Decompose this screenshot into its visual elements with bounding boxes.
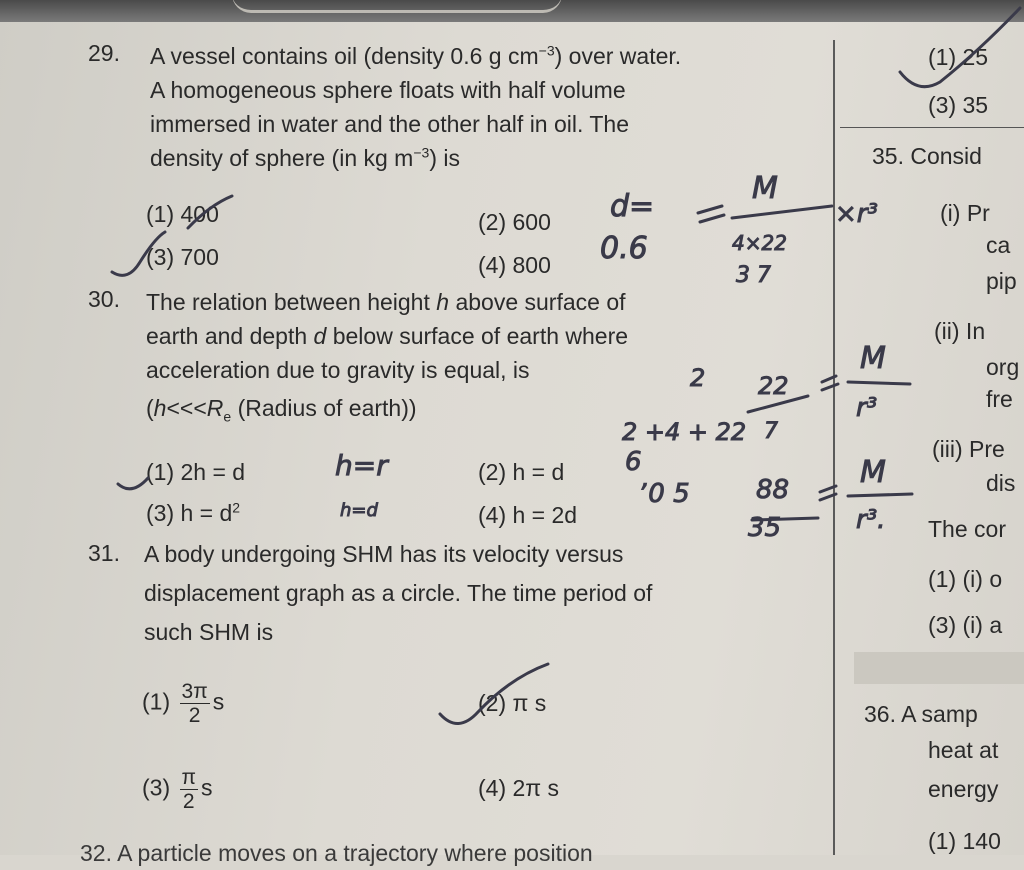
q29-option-1: (1) 400 xyxy=(146,201,219,227)
q30-option-3: (3) $h = d^2$ xyxy=(146,499,241,526)
q35-statement: The cor xyxy=(928,516,1006,542)
q29-number: 29. xyxy=(88,40,120,66)
q30-line-1: The relation between height h above surface of xyxy=(146,289,626,315)
q35-iii: (iii) Pre xyxy=(932,436,1005,462)
tick-mark-q31 xyxy=(440,664,548,724)
hand-M-1: M xyxy=(752,171,778,206)
hand-22: 22 xyxy=(758,372,789,400)
hand-d: d= xyxy=(610,189,655,224)
right-opt-1: (1) 25 xyxy=(928,44,989,70)
hand-r3-1: ×r³ xyxy=(835,199,878,229)
hand-3-7: 3 7 xyxy=(736,263,771,288)
q35-ii-2: org xyxy=(986,354,1020,380)
right-opt-3: (3) 35 xyxy=(928,92,989,118)
hand-work-1: 2 +4 + 22 xyxy=(622,418,747,446)
hand-7: 7 xyxy=(764,419,778,444)
tick-mark-q29 xyxy=(112,232,165,275)
hand-88: 88 xyxy=(756,475,790,505)
q30-number: 30. xyxy=(88,286,120,312)
hand-2: 2 xyxy=(690,364,706,392)
q35-iii-2: dis xyxy=(986,470,1016,496)
tick-mark-right xyxy=(900,8,1020,87)
hand-h-r: h=r xyxy=(335,449,388,482)
q36-header: 36. A samp xyxy=(864,701,978,727)
hand-h-d: h=d xyxy=(340,500,378,521)
q35-i: (i) Pr xyxy=(940,200,990,226)
q29-line-3: immersed in water and the other half in oil. The xyxy=(150,111,629,137)
slash-q29-option xyxy=(188,196,232,228)
q31-option-1: (1) $\frac{3\pi}{2}$ s xyxy=(142,680,225,727)
q29-line-4: density of sphere (in kg $m^{-3}$) is xyxy=(150,144,460,171)
hand-35: 35 xyxy=(748,513,782,543)
hand-M-3: M xyxy=(860,455,886,490)
q30-option-2: (2) h = d xyxy=(478,459,565,485)
q30-option-4: (4) h = 2d xyxy=(478,502,578,528)
q31-option-4: (4) 2π s xyxy=(478,775,560,801)
q29-line-1: A vessel contains oil (density 0.6 g $cm^{-3}$) over water. xyxy=(150,42,682,69)
q31-line-3: such SHM is xyxy=(144,619,274,645)
q31-option-3: (3) $\frac{\pi}{2}$ s xyxy=(142,766,213,813)
q29-line-2: A homogeneous sphere floats with half volume xyxy=(150,77,626,103)
q30-line-3: acceleration due to gravity is equal, is xyxy=(146,357,530,383)
tick-mark-q30 xyxy=(118,478,148,489)
q32-cutoff-text: 32. A particle moves on a trajectory where position xyxy=(80,840,593,866)
q29-option-4: (4) 800 xyxy=(478,252,551,278)
q35-i-3: pip xyxy=(986,268,1017,294)
q29-option-2: (2) 600 xyxy=(478,209,551,235)
q30-option-1: (1) 2h = d xyxy=(146,459,246,485)
q30-line-4: ($h<<<R_e$ (Radius of earth)) xyxy=(146,395,417,425)
q31-number: 31. xyxy=(88,540,120,566)
hand-M-2: M xyxy=(860,341,886,376)
q31-option-2: (2) π s xyxy=(478,690,547,716)
q30-line-2: earth and depth d below surface of earth where xyxy=(146,323,629,349)
q36-line-2: heat at xyxy=(928,737,999,763)
q31-line-2: displacement graph as a circle. The time period of xyxy=(144,580,653,606)
q35-opt-3: (3) (i) a xyxy=(928,612,1003,638)
q29-option-3: (3) 700 xyxy=(146,244,219,270)
q35-ii: (ii) In xyxy=(934,318,986,344)
hand-r3-3: r³. xyxy=(856,505,886,535)
q36-option-1: (1) 140 xyxy=(928,828,1001,854)
hand-5: ʼ0 5 xyxy=(640,479,690,509)
hand-0-6: 0.6 xyxy=(600,231,648,266)
q35-opt-1: (1) (i) o xyxy=(928,566,1003,592)
hand-r3-2: r³ xyxy=(856,393,878,423)
q36-line-3: energy xyxy=(928,776,999,802)
hand-4-22: 4×22 xyxy=(732,231,787,255)
q31-line-1: A body undergoing SHM has its velocity versus xyxy=(144,541,624,567)
q35-header: 35. Consid xyxy=(872,143,982,169)
q35-i-2: ca xyxy=(986,232,1011,258)
q35-ii-3: fre xyxy=(986,386,1013,412)
hand-6-5: 6 xyxy=(625,447,642,477)
